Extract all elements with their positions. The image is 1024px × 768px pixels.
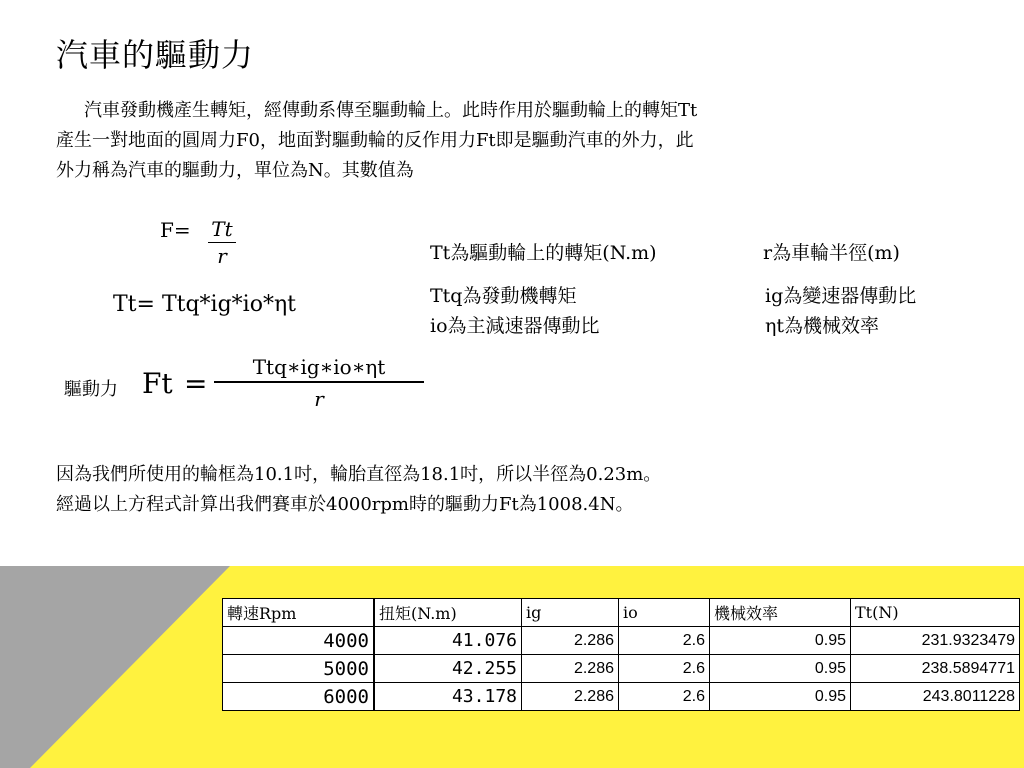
column-header: io <box>619 599 710 627</box>
table-cell: 0.95 <box>710 655 851 683</box>
table-cell: 2.6 <box>619 627 710 655</box>
column-header: ig <box>522 599 619 627</box>
table-cell: 238.5894771 <box>851 655 1020 683</box>
table-row <box>223 655 1020 683</box>
formula-equals: = <box>184 367 208 400</box>
formula-driving-fraction <box>214 355 424 411</box>
table-cell: 2.286 <box>522 627 619 655</box>
conclusion-line: 經過以上方程式計算出我們賽車於4000rpm時的驅動力Ft為1008.4N。 <box>56 494 634 515</box>
table-cell: 6000 <box>223 683 375 711</box>
formula-force-lhs: F= <box>160 218 191 242</box>
fraction-denominator: r <box>217 244 227 268</box>
table-cell: 41.076 <box>374 627 522 655</box>
paragraph-line: 產生一對地面的圓周力F0，地面對驅動輪的反作用力Ft即是驅動汽車的外力，此 <box>56 130 694 151</box>
table-cell: 2.6 <box>619 655 710 683</box>
table-row <box>223 627 1020 655</box>
table-cell: 231.9323479 <box>851 627 1020 655</box>
definition-eta: ηt為機械效率 <box>765 315 880 337</box>
formula-force <box>160 217 233 268</box>
table-cell: 0.95 <box>710 683 851 711</box>
table-row <box>223 683 1020 711</box>
column-header: Tt(N) <box>851 599 1020 627</box>
conclusion-text <box>56 460 661 520</box>
column-header: 轉速Rpm <box>223 599 375 627</box>
torque-table <box>222 598 1020 711</box>
table-cell: 43.178 <box>374 683 522 711</box>
intro-paragraph <box>56 96 966 186</box>
formula-ft: Ft <box>142 367 173 400</box>
paragraph-line: 汽車發動機產生轉矩，經傳動系傳至驅動輪上。此時作用於驅動輪上的轉矩Tt <box>84 100 698 121</box>
table-header-row <box>223 599 1020 627</box>
definition-r: r為車輪半徑(m) <box>763 242 900 264</box>
paragraph-line: 外力稱為汽車的驅動力，單位為N。其數值為 <box>56 160 414 181</box>
table-cell: 2.286 <box>522 655 619 683</box>
fraction-numerator: Ttq∗ig∗io∗ηt <box>214 355 424 383</box>
table-cell: 243.8011228 <box>851 683 1020 711</box>
conclusion-line: 因為我們所使用的輪框為10.1吋，輪胎直徑為18.1吋，所以半徑為0.23m。 <box>56 464 662 485</box>
table-cell: 0.95 <box>710 627 851 655</box>
table-cell: 42.255 <box>374 655 522 683</box>
formula-force-fraction <box>208 216 236 269</box>
formula-torque: Tt= Ttq*ig*io*ηt <box>113 292 296 317</box>
definition-ig: ig為變速器傳動比 <box>765 285 917 307</box>
formula-label: 驅動力 <box>64 379 118 400</box>
table-cell: 2.286 <box>522 683 619 711</box>
definition-ttq: Ttq為發動機轉矩 <box>430 285 577 307</box>
fraction-denominator: r <box>314 387 324 411</box>
column-header: 機械效率 <box>710 599 851 627</box>
definition-io: io為主減速器傳動比 <box>430 315 600 337</box>
definition-tt: Tt為驅動輪上的轉矩(N.m) <box>430 242 657 264</box>
table-cell: 4000 <box>223 627 375 655</box>
table-cell: 5000 <box>223 655 375 683</box>
slide-title: 汽車的驅動力 <box>56 36 255 74</box>
table-cell: 2.6 <box>619 683 710 711</box>
column-header: 扭矩(N.m) <box>374 599 522 627</box>
fraction-numerator: Tt <box>208 216 236 243</box>
